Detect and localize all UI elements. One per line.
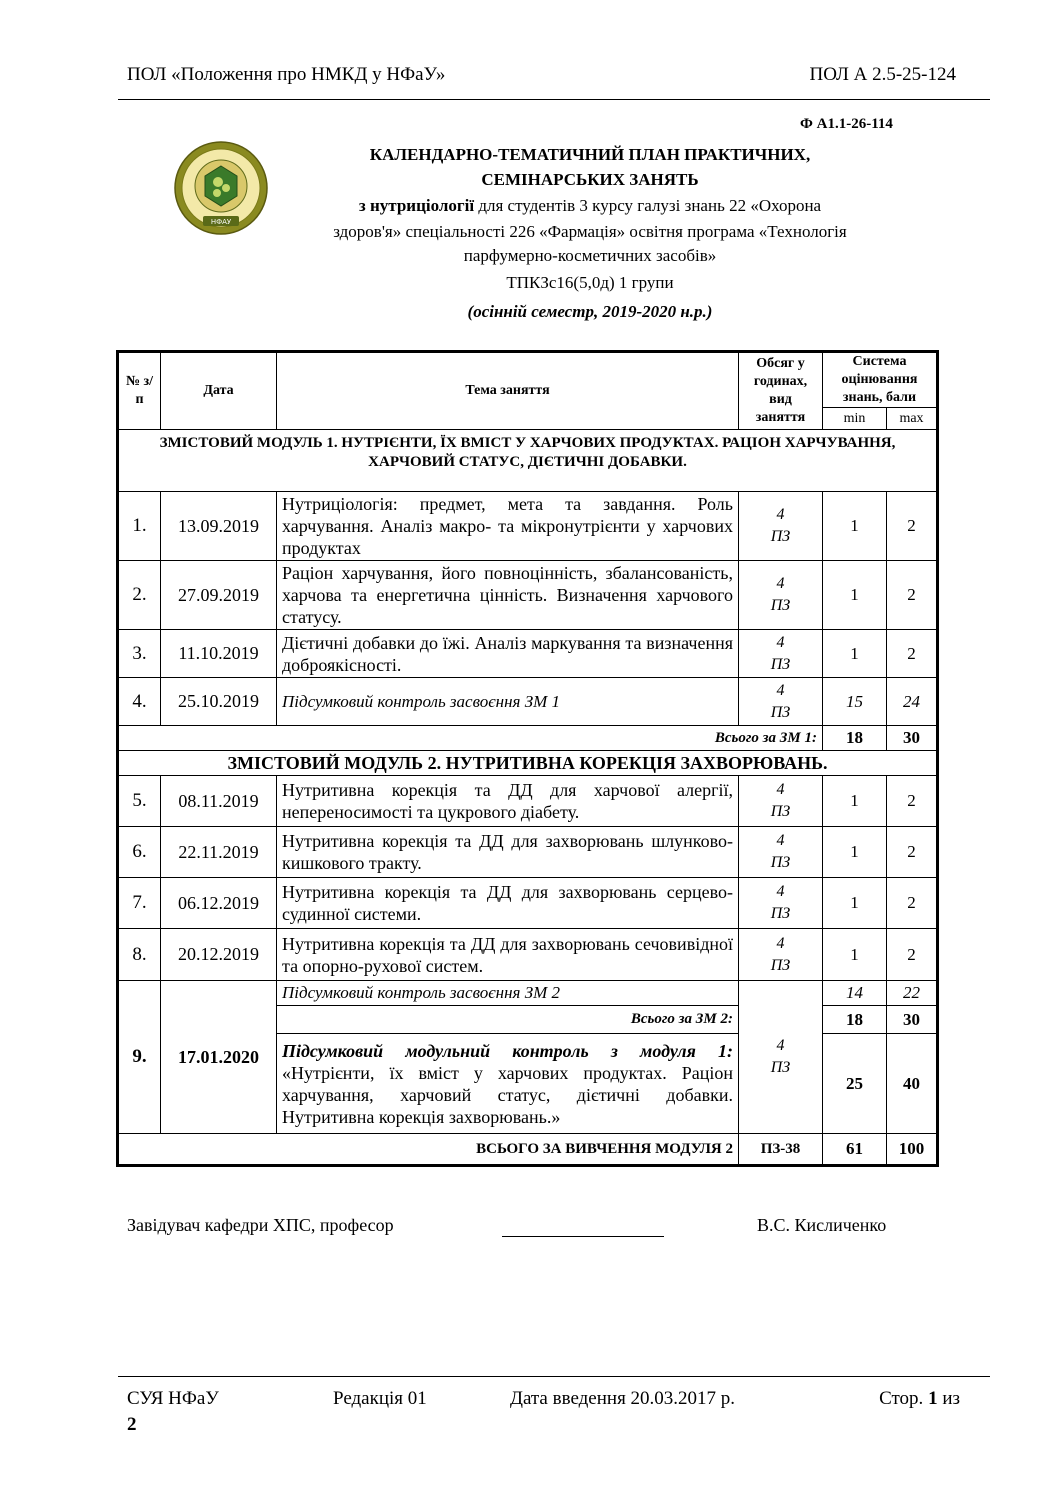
document-title	[290, 142, 890, 326]
control-module-2: Підсумковий контроль засвоєння ЗМ 2	[277, 981, 739, 1006]
row-hours	[739, 929, 823, 981]
footer-page-total: 2	[127, 1414, 137, 1435]
title-line-5: парфумерно-косметичних засобів»	[463, 246, 717, 265]
module-1-title: ЗМІСТОВИЙ МОДУЛЬ 1. НУТРІЄНТИ, ЇХ ВМІСТ У ХАРЧОВИХ ПРОДУКТАХ. РАЦІОН ХАРЧУВАННЯ, ХАРЧОВИЙ СТАТУС, ДІЄТИЧНІ ДОБАВКИ.	[118, 430, 938, 492]
row-num: 5.	[118, 776, 161, 827]
hours-count: 4	[776, 681, 785, 699]
footer-edition: Редакція 01	[333, 1388, 427, 1409]
row-num: 6.	[118, 827, 161, 878]
lesson-type: ПЗ	[770, 597, 791, 614]
header-document-code: ПОЛ А 2.5-25-124	[809, 64, 956, 85]
grand-total-label: ВСЬОГО ЗА ВИВЧЕННЯ МОДУЛЯ 2	[118, 1134, 739, 1166]
final-control-title: Підсумковий модульний контроль з модуля 1:	[282, 1040, 733, 1061]
total-module-1-min: 18	[823, 726, 887, 751]
row-date: 25.10.2019	[161, 678, 277, 726]
row-hours	[739, 561, 823, 630]
header-divider	[118, 99, 990, 100]
module-2-row	[118, 751, 938, 776]
header-hours: Обсяг у годинах, вид заняття	[739, 352, 823, 430]
row-date: 27.09.2019	[161, 561, 277, 630]
table-row	[118, 776, 938, 827]
row-num: 9.	[118, 981, 161, 1134]
row-hours	[739, 492, 823, 561]
module-2-title: ЗМІСТОВИЙ МОДУЛЬ 2. НУТРИТИВНА КОРЕКЦІЯ ЗАХВОРЮВАНЬ.	[118, 751, 938, 776]
row-max: 2	[887, 929, 938, 981]
row-num: 2.	[118, 561, 161, 630]
lesson-type: ПЗ	[770, 803, 791, 820]
row-date: 08.11.2019	[161, 776, 277, 827]
row-hours	[739, 776, 823, 827]
grand-total-hours: ПЗ-38	[739, 1134, 823, 1166]
header-system: Система оцінювання знань, бали	[823, 352, 938, 408]
signatory-name: В.С. Кисличенко	[757, 1215, 887, 1235]
row-max: 2	[887, 827, 938, 878]
title-line-2: СЕМІНАРСЬКИХ ЗАНЯТЬ	[481, 170, 699, 189]
row-date: 20.12.2019	[161, 929, 277, 981]
row-topic: Нутритивна корекція та ДД для захворювань сечовивідної та опорно-рухової систем.	[277, 929, 739, 981]
row-date: 17.01.2020	[161, 981, 277, 1134]
hours-count: 4	[776, 781, 785, 798]
signature-line	[502, 1236, 664, 1237]
title-line-4: здоров'я» спеціальності 226 «Фармація» освітня програма «Технологія	[333, 222, 847, 241]
row-date: 22.11.2019	[161, 827, 277, 878]
final-control-max: 40	[887, 1034, 938, 1134]
row-topic: Нутритивна корекція та ДД для захворювань серцево-судинної системи.	[277, 878, 739, 929]
hours-count: 4	[776, 934, 785, 952]
final-control-text: «Нутрієнти, їх вміст у харчових продуктах. Раціон харчування, харчовий статус, дієтичні добавки. Нутритивна корекція захворювань.»	[282, 1062, 733, 1127]
hours-count: 4	[776, 1037, 785, 1054]
control-module-2-min: 14	[823, 981, 887, 1006]
row-topic: Нутритивна корекція та ДД для харчової алергії, непереносимості та цукрового діабету.	[277, 776, 739, 827]
form-code: Ф А1.1-26-114	[800, 116, 893, 132]
header-document-name: ПОЛ «Положення про НМКД у НФаУ»	[127, 64, 446, 85]
title-line-1: КАЛЕНДАРНО-ТЕМАТИЧНИЙ ПЛАН ПРАКТИЧНИХ,	[369, 145, 811, 164]
header-min: min	[823, 408, 887, 430]
logo-bottom-text: НФАУ	[210, 218, 232, 226]
row-max: 24	[887, 678, 938, 726]
grand-total-max: 100	[887, 1134, 938, 1166]
grand-total-row	[118, 1134, 938, 1166]
total-module-2-max: 30	[887, 1006, 938, 1034]
plan-table	[116, 350, 939, 1167]
row-hours	[739, 827, 823, 878]
row-min: 1	[823, 561, 887, 630]
table-row	[118, 929, 938, 981]
row-max: 2	[887, 561, 938, 630]
row-min: 1	[823, 827, 887, 878]
control-module-2-max: 22	[887, 981, 938, 1006]
row-num: 4.	[118, 678, 161, 726]
final-control	[277, 1034, 739, 1134]
row-date: 11.10.2019	[161, 630, 277, 678]
hours-count: 4	[776, 832, 785, 849]
total-module-2-label: Всього за ЗМ 2:	[277, 1006, 739, 1034]
lesson-type: ПЗ	[770, 854, 791, 871]
table-row	[118, 630, 938, 678]
row-num: 8.	[118, 929, 161, 981]
footer-date: Дата введення 20.03.2017 р.	[510, 1388, 736, 1409]
lesson-type: ПЗ	[770, 703, 791, 721]
title-subject-line	[290, 192, 890, 220]
row-topic: Дієтичні добавки до їжі. Аналіз маркування та визначення доброякісності.	[277, 630, 739, 678]
total-module-2-min: 18	[823, 1006, 887, 1034]
table-row	[118, 827, 938, 878]
table-row	[118, 981, 938, 1006]
header-num: № з/п	[118, 352, 161, 430]
row-num: 1.	[118, 492, 161, 561]
total-module-1-label: Всього за ЗМ 1:	[118, 726, 823, 751]
row-num: 3.	[118, 630, 161, 678]
header-date: Дата	[161, 352, 277, 430]
final-control-min: 25	[823, 1034, 887, 1134]
row-num: 7.	[118, 878, 161, 929]
total-module-1-row	[118, 726, 938, 751]
signatory-position: Завідувач кафедри ХПС, професор	[127, 1215, 394, 1235]
lesson-type: ПЗ	[770, 528, 791, 545]
row-max: 2	[887, 492, 938, 561]
footer-page: Стор. 1 из	[879, 1388, 960, 1409]
title-line-3: для студентів 3 курсу галузі знань 22 «Охорона	[474, 196, 822, 215]
row-min: 15	[823, 678, 887, 726]
lesson-type: ПЗ	[770, 905, 791, 922]
table-row	[118, 678, 938, 726]
hours-count: 4	[776, 883, 785, 900]
lesson-type: ПЗ	[770, 655, 791, 673]
subject-name: з нутриціології	[358, 196, 475, 215]
hours-count: 4	[776, 575, 785, 592]
total-module-1-max: 30	[887, 726, 938, 751]
header-max: max	[887, 408, 938, 430]
table-header-row	[118, 352, 938, 408]
footer-divider	[118, 1376, 990, 1377]
row-max: 2	[887, 776, 938, 827]
row-min: 1	[823, 929, 887, 981]
row-max: 2	[887, 630, 938, 678]
row-min: 1	[823, 492, 887, 561]
row-date: 13.09.2019	[161, 492, 277, 561]
header-topic: Тема заняття	[277, 352, 739, 430]
hours-count: 4	[776, 506, 785, 523]
module-1-row	[118, 430, 938, 492]
row-hours	[739, 678, 823, 726]
table-row	[118, 878, 938, 929]
row-hours	[739, 981, 823, 1134]
row-topic: Нутриціологія: предмет, мета та завдання. Роль харчування. Аналіз макро- та мікронутрієнти у харчових продуктах	[277, 492, 739, 561]
table-row	[118, 492, 938, 561]
row-min: 1	[823, 630, 887, 678]
department-logo	[173, 140, 269, 236]
row-topic: Раціон харчування, його повноцінність, збалансованість, харчова та енергетична цінність. Визначення харчового статусу.	[277, 561, 739, 630]
group-name: ТПКЗс16(5,0д) 1 групи	[506, 273, 674, 292]
lesson-type: ПЗ	[770, 1059, 791, 1076]
row-hours	[739, 878, 823, 929]
row-hours	[739, 630, 823, 678]
row-min: 1	[823, 878, 887, 929]
row-topic: Підсумковий контроль засвоєння ЗМ 1	[277, 678, 739, 726]
row-max: 2	[887, 878, 938, 929]
row-topic: Нутритивна корекція та ДД для захворювань шлунково-кишкового тракту.	[277, 827, 739, 878]
table-row	[118, 561, 938, 630]
footer-org: СУЯ НФаУ	[127, 1388, 219, 1409]
grand-total-min: 61	[823, 1134, 887, 1166]
row-min: 1	[823, 776, 887, 827]
row-date: 06.12.2019	[161, 878, 277, 929]
hours-count: 4	[776, 633, 785, 651]
lesson-type: ПЗ	[770, 956, 791, 974]
semester: (осінній семестр, 2019-2020 н.р.)	[467, 302, 713, 321]
